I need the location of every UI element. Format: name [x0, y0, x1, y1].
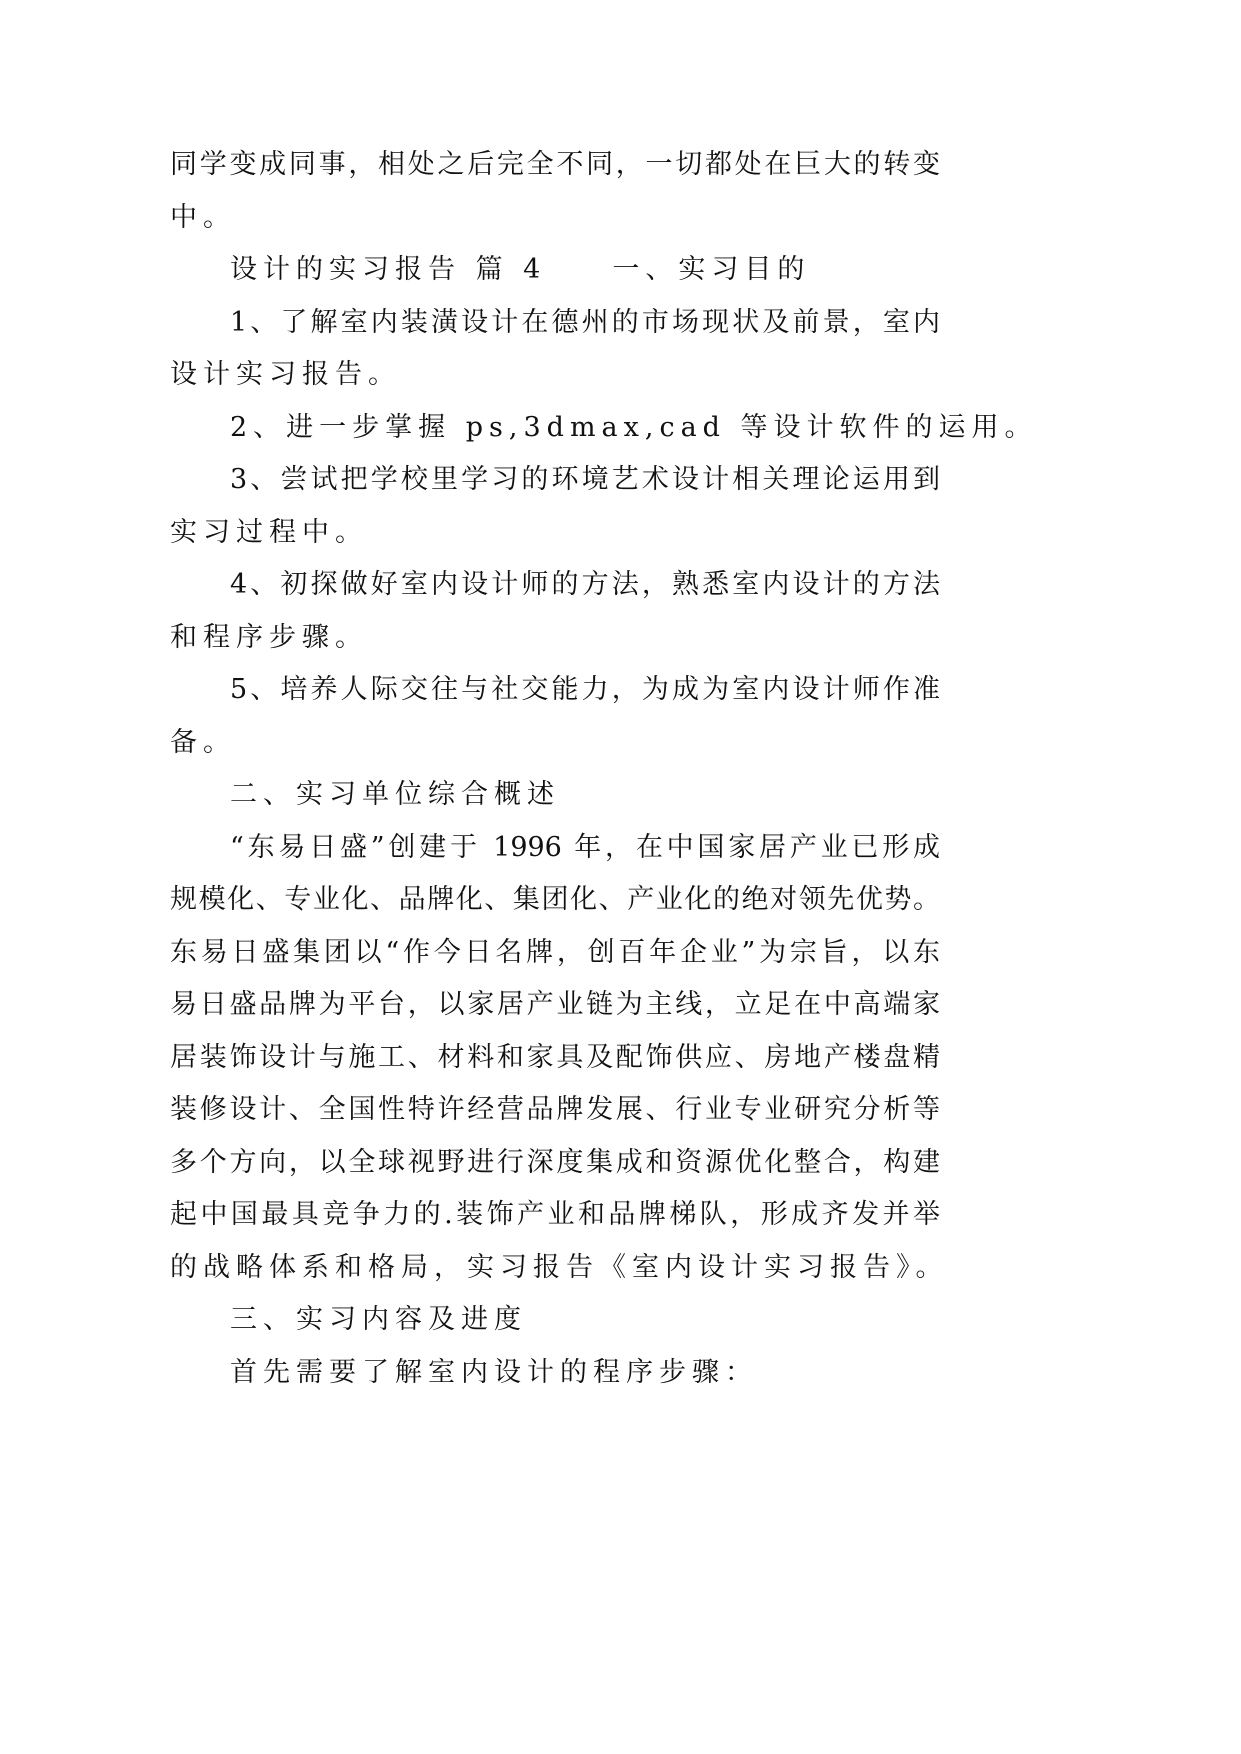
text-line: 易日盛品牌为平台，以家居产业链为主线，立足在中高端家: [170, 989, 940, 1020]
text-line: 设计的实习报告 篇 4 一、实习目的: [230, 254, 811, 285]
text-line: 多个方向，以全球视野进行深度集成和资源优化整合，构建: [170, 1146, 940, 1178]
text-line: 2、进一步掌握 ps,3dmax,cad 等设计软件的运用。: [230, 411, 1038, 443]
text-line: 三、实习内容及进度: [230, 1304, 527, 1335]
text-line: 3、尝试把学校里学习的环境艺术设计相关理论运用到: [230, 464, 940, 495]
text-line: 同学变成同事，相处之后完全不同，一切都处在巨大的转变: [170, 149, 940, 180]
text-line: 起中国最具竞争力的.装饰产业和品牌梯队，形成齐发并举: [170, 1199, 940, 1230]
text-line: 1、了解室内装潢设计在德州的市场现状及前景，室内: [230, 306, 940, 338]
text-line: 4、初探做好室内设计师的方法，熟悉室内设计的方法: [230, 569, 940, 600]
text-line: “东易日盛”创建于 1996 年，在中国家居产业已形成: [230, 831, 940, 863]
text-line: 居装饰设计与施工、材料和家具及配饰供应、房地产楼盘精: [170, 1041, 940, 1073]
text-line: 二、实习单位综合概述: [230, 779, 560, 810]
text-line: 首先需要了解室内设计的程序步骤：: [230, 1356, 758, 1388]
text-line: 规模化、专业化、品牌化、集团化、产业化的绝对领先优势。: [170, 884, 940, 915]
text-line: 5、培养人际交往与社交能力，为成为室内设计师作准: [230, 674, 940, 705]
document-body: [170, 139, 1038, 1399]
text-line: 装修设计、全国性特许经营品牌发展、行业专业研究分析等: [170, 1094, 940, 1125]
text-line: 和程序步骤。: [170, 621, 368, 653]
text-line: 实习过程中。: [170, 516, 368, 548]
text-line: 备。: [170, 726, 236, 758]
text-line: 东易日盛集团以“作今日名牌，创百年企业”为宗旨，以东: [170, 936, 940, 968]
text-line: 的战略体系和格局，实习报告《室内设计实习报告》。: [170, 1251, 949, 1283]
text-line: 设计实习报告。: [170, 359, 401, 390]
text-line: 中。: [170, 201, 236, 233]
